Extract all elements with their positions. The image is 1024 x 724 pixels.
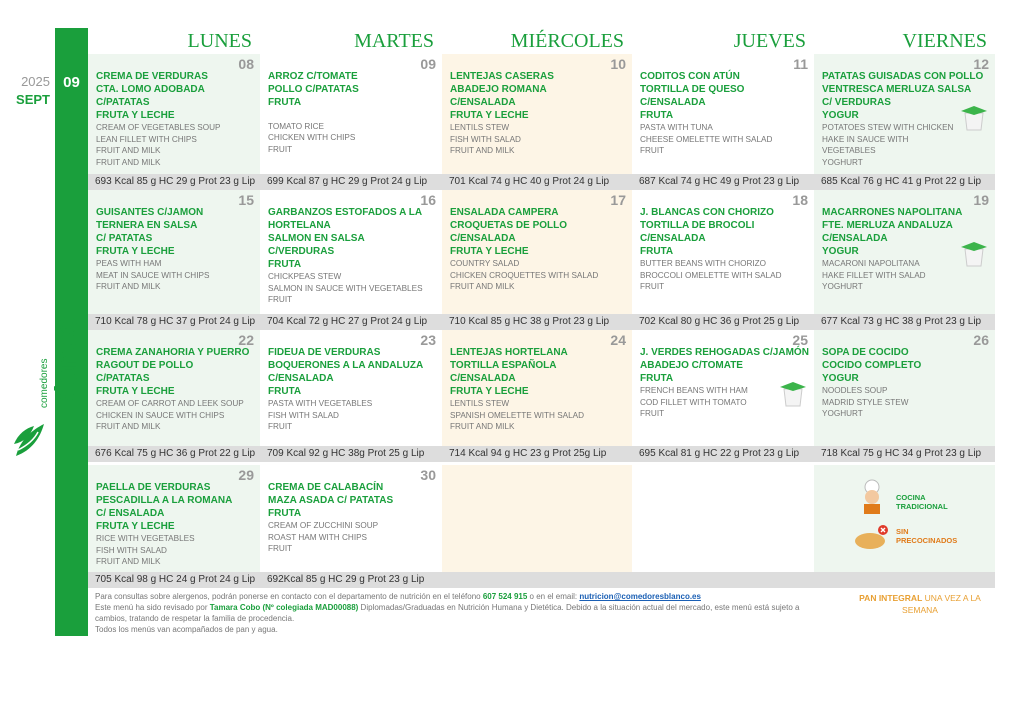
dish-name: C/ENSALADA: [822, 233, 888, 244]
dish-name: FRUTA: [640, 110, 674, 121]
dish-name: SALMON EN SALSA: [268, 233, 365, 244]
dish-name: COCIDO COMPLETO: [822, 360, 922, 371]
english-translation: YOGHURT: [822, 409, 863, 418]
english-translation: FRUIT: [640, 146, 665, 155]
english-translation: BUTTER BEANS WITH CHORIZO: [640, 259, 766, 268]
logo-big-text: Blanco: [48, 316, 83, 414]
menu-content: [268, 346, 436, 433]
day-cell: [442, 190, 632, 314]
date-number: 22: [238, 332, 254, 348]
dish-name: HORTELANA: [268, 220, 331, 231]
nutrition-summary: 692Kcal 85 g HC 29 g Prot 23 g Lip: [260, 572, 442, 588]
day-cell: [88, 54, 260, 174]
english-translation: PASTA WITH TUNA: [640, 123, 713, 132]
dish-name: FRUTA Y LECHE: [96, 246, 175, 257]
dish-name: FRUTA Y LECHE: [450, 246, 529, 257]
reviewer-name: Tamara Cobo (Nº colegiada MAD00088): [209, 603, 359, 612]
dish-name: C/VERDURAS: [268, 246, 335, 257]
menu-content: [96, 70, 254, 168]
date-number: 12: [973, 56, 989, 72]
dish-name: RAGOUT DE POLLO: [96, 360, 194, 371]
pan-integral-note: [845, 592, 995, 616]
day-cell: [88, 190, 260, 314]
nutrition-summary: 710 Kcal 85 g HC 38 g Prot 23 g Lip: [442, 314, 632, 330]
english-translation: CREAM OF VEGETABLES SOUP: [96, 123, 221, 132]
english-translation: VEGETABLES: [822, 146, 876, 155]
month-label: SEPT: [16, 92, 50, 107]
english-translation: COUNTRY SALAD: [450, 259, 520, 268]
date-number: 25: [792, 332, 808, 348]
menu-content: [268, 481, 436, 555]
dish-name: SOPA DE COCIDO: [822, 347, 909, 358]
menu-content: [450, 346, 626, 433]
yogurt-icon: [959, 240, 989, 268]
date-number: 23: [420, 332, 436, 348]
english-translation: POTATOES STEW WITH CHICKEN: [822, 123, 954, 132]
logo-small-text: comedores: [39, 358, 50, 408]
dish-name: J. VERDES REHOGADAS C/JAMÓN: [640, 347, 809, 358]
dish-name: C/ENSALADA: [450, 97, 516, 108]
day-cell: [260, 190, 442, 314]
date-number: 15: [238, 192, 254, 208]
dish-name: C/ENSALADA: [640, 233, 706, 244]
date-number: 29: [238, 467, 254, 483]
day-cell: [814, 330, 995, 446]
day-header: JUEVES: [733, 30, 806, 52]
english-translation: FRUIT AND MILK: [450, 422, 515, 431]
day-cell: [442, 465, 632, 572]
footer-notes: [95, 591, 815, 635]
dish-name: GUISANTES C/JAMON: [96, 207, 204, 218]
dish-name: C/ PATATAS: [96, 233, 153, 244]
nutrition-summary: 718 Kcal 75 g HC 34 g Prot 23 g Lip: [814, 446, 995, 462]
day-header: MARTES: [354, 30, 434, 52]
sin-precocinados-label: SIN PRECOCINADOS: [896, 527, 958, 545]
dish-name: FRUTA: [640, 246, 674, 257]
dish-name: VENTRESCA MERLUZA SALSA: [822, 84, 972, 95]
english-translation: TOMATO RICE: [268, 121, 324, 131]
english-translation: CREAM OF ZUCCHINI SOUP: [268, 521, 379, 530]
dish-name: FRUTA: [268, 259, 302, 270]
nutrition-summary: 695 Kcal 81 g HC 22 g Prot 23 g Lip: [632, 446, 814, 462]
day-cell: [632, 465, 814, 572]
english-translation: FISH WITH SALAD: [96, 545, 167, 555]
date-number: 19: [973, 192, 989, 208]
pan-rest: UNA VEZ A LA SEMANA: [902, 593, 981, 615]
day-cell: [632, 330, 814, 446]
english-translation: YOGHURT: [822, 282, 863, 291]
menu-content: [96, 206, 254, 293]
yogurt-icon: [959, 104, 989, 132]
dish-name: YOGUR: [822, 373, 859, 384]
dish-name: CREMA DE CALABACÍN: [268, 482, 384, 493]
dish-name: CREMA ZANAHORIA Y PUERRO: [96, 347, 250, 358]
menu-content: [640, 70, 808, 157]
day-header: VIERNES: [902, 30, 987, 52]
dish-name: FTE. MERLUZA ANDALUZA: [822, 220, 953, 231]
nutrition-summary: 714 Kcal 94 g HC 23 g Prot 25g Lip: [442, 446, 632, 462]
dish-name: POLLO C/PATATAS: [268, 84, 359, 95]
english-translation: YOGHURT: [822, 157, 863, 167]
english-translation: CHICKEN CROQUETTES WITH SALAD: [450, 270, 599, 280]
day-cell: [88, 330, 260, 446]
nutrition-summary: 701 Kcal 74 g HC 40 g Prot 24 g Lip: [442, 174, 632, 190]
dish-name: CODITOS CON ATÚN: [640, 71, 740, 82]
badge-panel: [814, 465, 995, 572]
english-translation: CREAM OF CARROT AND LEEK SOUP: [96, 399, 244, 408]
day-cell: [88, 465, 260, 572]
english-translation: PASTA WITH VEGETABLES: [268, 399, 373, 408]
day-cell: [442, 330, 632, 446]
date-number: 09: [420, 56, 436, 72]
english-translation: HAKE FILLET WITH SALAD: [822, 270, 926, 280]
english-translation: CHICKEN IN SAUCE WITH CHIPS: [96, 410, 225, 420]
day-cell: [632, 190, 814, 314]
menu-content: [450, 206, 626, 293]
nutrition-summary: 710 Kcal 78 g HC 37 g Prot 24 g Lip: [88, 314, 260, 330]
english-translation: FRUIT: [640, 409, 665, 418]
dish-name: FRUTA Y LECHE: [450, 110, 529, 121]
english-translation: SALMON IN SAUCE WITH VEGETABLES: [268, 283, 423, 293]
dish-name: MAZA ASADA C/ PATATAS: [268, 495, 394, 506]
english-translation: FISH WITH SALAD: [450, 134, 521, 144]
footer-text: o en el email:: [527, 592, 580, 601]
dish-name: PATATAS GUISADAS CON POLLO: [822, 71, 984, 82]
english-translation: ROAST HAM WITH CHIPS: [268, 532, 368, 542]
nutrition-summary: [632, 572, 814, 588]
english-translation: FRENCH BEANS WITH HAM: [640, 386, 748, 395]
english-translation: MACARONI NAPOLITANA: [822, 259, 920, 268]
english-translation: NOODLES SOUP: [822, 386, 888, 395]
english-translation: FRUIT AND MILK: [96, 422, 161, 431]
pan-bold: PAN INTEGRAL: [859, 593, 923, 603]
dish-name: ABADEJO C/TOMATE: [640, 360, 743, 371]
dish-name: FRUTA Y LECHE: [96, 110, 175, 121]
menu-content: [96, 346, 254, 433]
date-number: 08: [238, 56, 254, 72]
nutrition-summary: 687 Kcal 74 g HC 49 g Prot 23 g Lip: [632, 174, 814, 190]
dish-name: FRUTA Y LECHE: [96, 521, 175, 532]
dish-name: CREMA DE VERDURAS: [96, 71, 208, 82]
month-number: 09: [63, 74, 80, 91]
croissant-icon: [854, 521, 892, 551]
nutrition-summary: [814, 572, 995, 588]
english-translation: MADRID STYLE STEW: [822, 397, 909, 407]
english-translation: [268, 109, 436, 121]
english-translation: FRUIT AND MILK: [96, 282, 161, 291]
dish-name: C/ENSALADA: [640, 97, 706, 108]
dish-name: J. BLANCAS CON CHORIZO: [640, 207, 774, 218]
menu-content: [450, 70, 626, 157]
brand-logo: [10, 316, 83, 460]
day-cell: [260, 54, 442, 174]
footer-text: Para consultas sobre alergenos, podrán ponerse en contacto con el departamento de nutrición en el teléfono: [95, 592, 483, 601]
chef-icon: [854, 479, 890, 515]
english-translation: FISH WITH SALAD: [268, 410, 339, 420]
english-translation: FRUIT: [268, 295, 293, 304]
dish-name: TORTILLA DE QUESO: [640, 84, 745, 95]
yogurt-icon: [778, 380, 808, 408]
dish-name: C/PATATAS: [96, 97, 150, 108]
english-translation: SPANISH OMELETTE WITH SALAD: [450, 410, 585, 420]
dish-name: ABADEJO ROMANA: [450, 84, 547, 95]
nutrition-summary: 676 Kcal 75 g HC 36 g Prot 22 g Lip: [88, 446, 260, 462]
dish-name: LENTEJAS HORTELANA: [450, 347, 568, 358]
english-translation: FRUIT: [268, 144, 293, 154]
english-translation: FRUIT: [268, 422, 293, 431]
dish-name: FRUTA: [268, 508, 302, 519]
english-translation: PEAS WITH HAM: [96, 259, 162, 268]
date-number: 17: [610, 192, 626, 208]
dish-name: C/ENSALADA: [450, 373, 516, 384]
english-translation: FRUIT AND MILK: [96, 157, 161, 167]
dish-name: ENSALADA CAMPERA: [450, 207, 559, 218]
date-number: 24: [610, 332, 626, 348]
dish-name: C/ VERDURAS: [822, 97, 891, 108]
day-cell: [814, 54, 995, 174]
day-cell: [260, 465, 442, 572]
date-number: 10: [610, 56, 626, 72]
day-header: LUNES: [187, 30, 252, 52]
english-translation: LEAN FILLET WITH CHIPS: [96, 134, 197, 144]
dish-name: FIDEUA DE VERDURAS: [268, 347, 381, 358]
english-translation: MEAT IN SAUCE WITH CHIPS: [96, 270, 210, 280]
nutrition-summary: 702 Kcal 80 g HC 36 g Prot 25 g Lip: [632, 314, 814, 330]
year-label: 2025: [21, 74, 50, 89]
dish-name: C/ENSALADA: [268, 373, 334, 384]
day-cell: [632, 54, 814, 174]
menu-content: [268, 206, 436, 306]
nutrition-summary: 693 Kcal 85 g HC 29 g Prot 23 g Lip: [88, 174, 260, 190]
menu-content: [640, 206, 808, 293]
day-cell: [814, 190, 995, 314]
dish-name: PESCADILLA A LA ROMANA: [96, 495, 233, 506]
day-header: MIÉRCOLES: [510, 30, 624, 52]
english-translation: FRUIT AND MILK: [450, 282, 515, 291]
footer-text: Este menú ha sido revisado por: [95, 603, 210, 612]
english-translation: FRUIT AND MILK: [96, 146, 161, 155]
english-translation: CHICKEN WITH CHIPS: [268, 133, 356, 142]
dish-name: GARBANZOS ESTOFADOS A LA: [268, 207, 423, 218]
nutrition-summary: 699 Kcal 87 g HC 29 g Prot 24 g Lip: [260, 174, 442, 190]
english-translation: FRUIT: [640, 282, 665, 291]
dish-name: C/ENSALADA: [450, 233, 516, 244]
date-number: 18: [792, 192, 808, 208]
english-translation: LENTILS STEW: [450, 399, 510, 408]
phone-number: 607 524 915: [482, 592, 528, 601]
dish-name: FRUTA Y LECHE: [450, 386, 529, 397]
footer-text: Diplomadas/Graduadas en Nutrición Humana y Dietética. Debido a la situación actual del mercado, este menú está sujeto a cambios, tratando de respetar la familia de procedencia.: [95, 603, 800, 623]
menu-content: [268, 70, 436, 155]
english-translation: LENTILS STEW: [450, 123, 510, 132]
cocina-tradicional-label: COCINA TRADICIONAL: [896, 493, 948, 511]
dish-name: YOGUR: [822, 246, 859, 257]
dish-name: YOGUR: [822, 110, 859, 121]
dish-name: ARROZ C/TOMATE: [268, 71, 358, 82]
footer-text: Todos los menús van acompañados de pan y agua.: [95, 625, 278, 634]
dish-name: LENTEJAS CASERAS: [450, 71, 554, 82]
date-number: 30: [420, 467, 436, 483]
date-number: 11: [793, 56, 808, 72]
menu-content: [822, 346, 989, 420]
day-cell: [442, 54, 632, 174]
english-translation: RICE WITH VEGETABLES: [96, 534, 195, 543]
nutrition-summary: 709 Kcal 92 g HC 38g Prot 25 g Lip: [260, 446, 442, 462]
nutrition-summary: [442, 572, 632, 588]
english-translation: FRUIT AND MILK: [96, 557, 161, 566]
dish-name: TORTILLA ESPAÑOLA: [450, 360, 557, 371]
nutrition-summary: 705 Kcal 98 g HC 24 g Prot 24 g Lip: [88, 572, 260, 588]
date-number: 16: [420, 192, 436, 208]
english-translation: FRUIT: [268, 544, 293, 553]
dish-name: FRUTA: [268, 97, 302, 108]
english-translation: CHEESE OMELETTE WITH SALAD: [640, 134, 773, 144]
dish-name: MACARRONES NAPOLITANA: [822, 207, 963, 218]
nutrition-summary: 685 Kcal 76 g HC 41 g Prot 22 g Lip: [814, 174, 995, 190]
day-cell: [260, 330, 442, 446]
date-number: 26: [973, 332, 989, 348]
dish-name: C/ ENSALADA: [96, 508, 165, 519]
dish-name: CROQUETAS DE POLLO: [450, 220, 568, 231]
dish-name: FRUTA Y LECHE: [96, 386, 175, 397]
english-translation: HAKE IN SAUCE WITH: [822, 134, 909, 144]
dish-name: TERNERA EN SALSA: [96, 220, 198, 231]
dish-name: PAELLA DE VERDURAS: [96, 482, 211, 493]
dish-name: CTA. LOMO ADOBADA: [96, 84, 205, 95]
nutrition-summary: 677 Kcal 73 g HC 38 g Prot 23 g Lip: [814, 314, 995, 330]
email-link[interactable]: nutricion@comedoresblanco.es: [579, 592, 701, 601]
dish-name: FRUTA: [268, 386, 302, 397]
menu-content: [96, 481, 254, 568]
dish-name: FRUTA: [640, 373, 674, 384]
dish-name: C/PATATAS: [96, 373, 150, 384]
nutrition-summary: 704 Kcal 72 g HC 27 g Prot 24 g Lip: [260, 314, 442, 330]
english-translation: FRUIT AND MILK: [450, 146, 515, 155]
english-translation: CHICKPEAS STEW: [268, 272, 342, 281]
leaf-icon: [12, 420, 46, 460]
english-translation: BROCCOLI OMELETTE WITH SALAD: [640, 270, 782, 280]
english-translation: COD FILLET WITH TOMATO: [640, 397, 747, 407]
dish-name: BOQUERONES A LA ANDALUZA: [268, 360, 424, 371]
dish-name: TORTILLA DE BROCOLI: [640, 220, 755, 231]
